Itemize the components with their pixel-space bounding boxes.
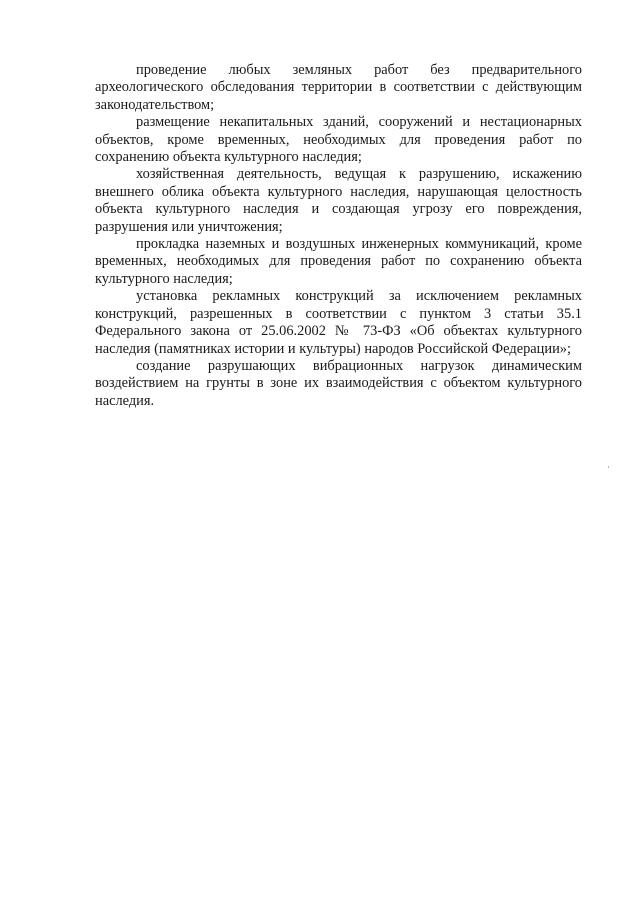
paragraph-economic-activity: хозяйственная деятельность, ведущая к разрушению, искажению внешнего облика объекта культурного наследия, нарушающая целостность объекта культурного наследия и создающая угрозу его повреждения, разрушения или уничтожения; (95, 166, 582, 235)
scan-speck (608, 466, 609, 468)
paragraph-vibration-loads: создание разрушающих вибрационных нагрузок динамическим воздействием на грунты в зоне их взаимодействия с объектом культурного наследия. (95, 357, 582, 409)
paragraph-utility-lines: прокладка наземных и воздушных инженерных коммуникаций, кроме временных, необходимых для проведения работ по сохранению объекта культурного наследия; (95, 236, 582, 287)
paragraph-earthworks: проведение любых земляных работ без предварительного археологического обследования территории в соответствии с действующим законодательством; (95, 62, 582, 113)
paragraph-advertising-structures: установка рекламных конструкций за исключением рекламных конструкций, разрешенных в соответствии с пунктом 3 статьи 35.1 Федерального закона от 25.06.2002 № 73-ФЗ «Об объектах культурного наследия (памятниках истории и культуры) народов Российской Федерации»; (95, 288, 582, 357)
paragraph-non-capital-buildings: размещение некапитальных зданий, сооружений и нестационарных объектов, кроме временных, необходимых для проведения работ по сохранению объекта культурного наследия; (95, 114, 582, 166)
restrictions-list (95, 62, 582, 410)
